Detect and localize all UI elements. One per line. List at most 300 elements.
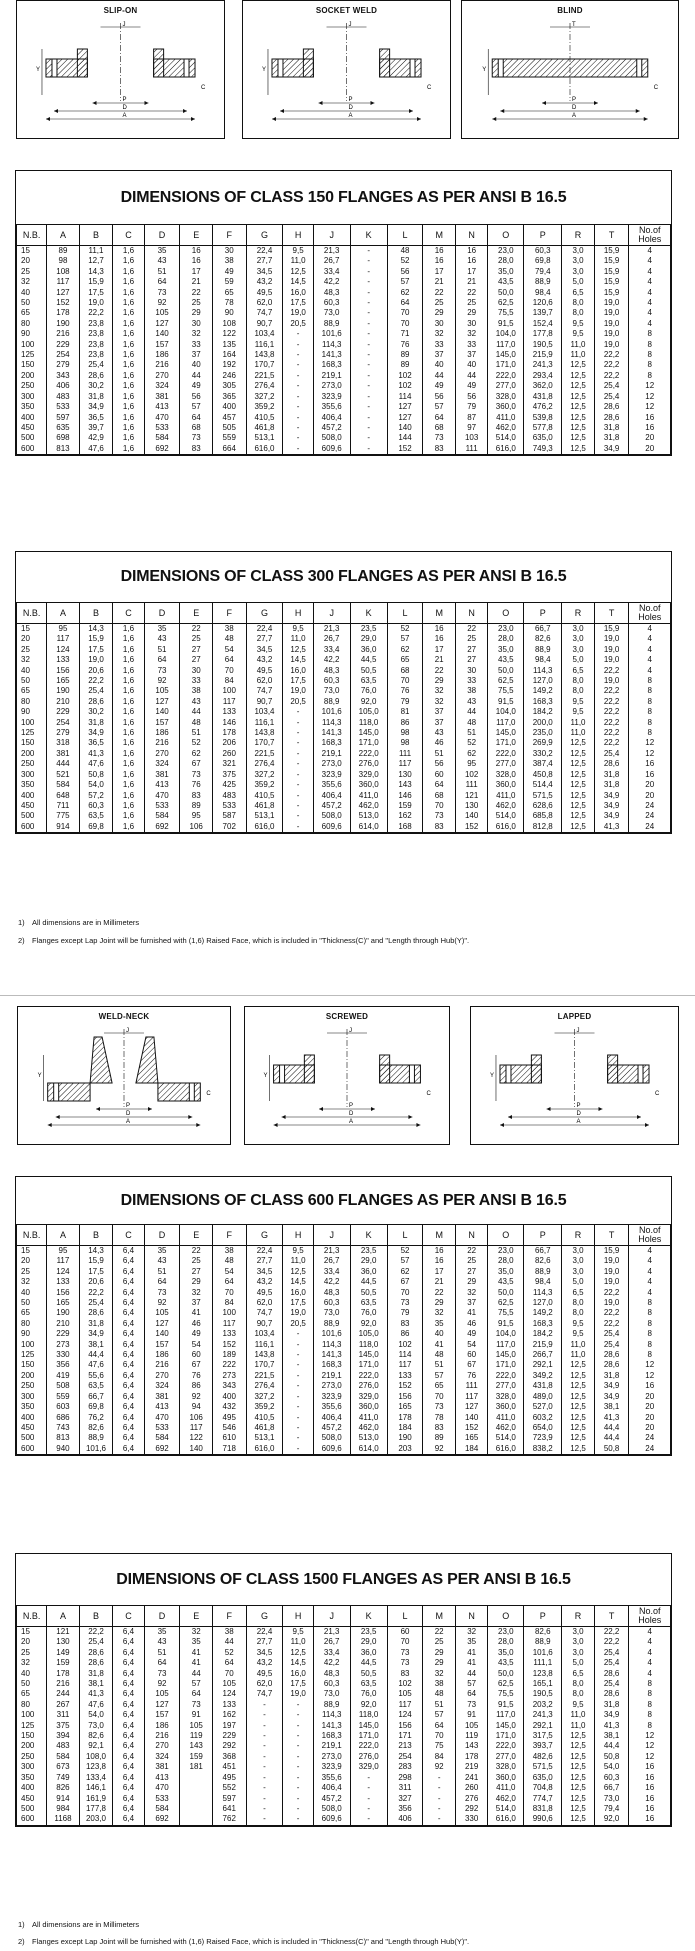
table-cell: 1,6 bbox=[113, 371, 144, 381]
table-cell: 48 bbox=[387, 246, 423, 257]
table-cell: 22,4 bbox=[246, 624, 283, 635]
table-cell: 584 bbox=[47, 780, 79, 790]
table-cell: 76 bbox=[387, 340, 423, 350]
table-cell: - bbox=[350, 1773, 387, 1783]
table-cell: 360,0 bbox=[488, 1773, 524, 1783]
table-cell: 43,5 bbox=[488, 277, 524, 287]
table-cell: 62,0 bbox=[246, 298, 283, 308]
table-cell: 470 bbox=[144, 791, 180, 801]
table-cell: 616,0 bbox=[246, 1444, 283, 1455]
table-cell: 12,5 bbox=[562, 1804, 594, 1814]
table-cell: 170,7 bbox=[246, 738, 283, 748]
table-cell: 25,4 bbox=[594, 392, 629, 402]
table-row bbox=[17, 1256, 671, 1266]
table-cell: 11,0 bbox=[562, 340, 594, 350]
table-cell: 98,4 bbox=[524, 288, 562, 298]
table-row bbox=[17, 256, 671, 266]
table-cell: 1,6 bbox=[113, 288, 144, 298]
table-cell: 4 bbox=[629, 666, 671, 676]
table-cell: 108 bbox=[47, 267, 79, 277]
table-cell: 1,6 bbox=[113, 676, 144, 686]
table-cell: 12 bbox=[629, 738, 671, 748]
table-cell: 100 bbox=[212, 686, 246, 696]
table-cell: 635,0 bbox=[524, 433, 562, 443]
table-cell: 25 bbox=[17, 645, 47, 655]
table-cell: 273,0 bbox=[313, 381, 350, 391]
table-cell: 250 bbox=[17, 1381, 47, 1391]
table-cell: - bbox=[246, 1710, 283, 1720]
table-cell: 276,4 bbox=[246, 1381, 283, 1391]
table-cell: 216 bbox=[144, 1360, 180, 1370]
table-cell: 91,5 bbox=[488, 1700, 524, 1710]
table-cell: 43 bbox=[180, 697, 212, 707]
table-cell: 28,6 bbox=[594, 1350, 629, 1360]
table-cell: 33,4 bbox=[313, 1648, 350, 1658]
table-cell: 216 bbox=[144, 738, 180, 748]
table-cell: 197 bbox=[212, 1721, 246, 1731]
table-cell: 12 bbox=[629, 749, 671, 759]
table-cell: 12,5 bbox=[562, 749, 594, 759]
table-cell: 16 bbox=[423, 256, 455, 266]
dimension-label: Y bbox=[263, 1073, 268, 1079]
table-cell: 489,0 bbox=[524, 1392, 562, 1402]
table-row bbox=[17, 1731, 671, 1741]
table-cell: 276,4 bbox=[246, 759, 283, 769]
table-cell: 16 bbox=[629, 759, 671, 769]
column-header: G bbox=[246, 1606, 283, 1627]
table-cell: 33 bbox=[455, 340, 487, 350]
table-cell: 143 bbox=[387, 780, 423, 790]
table-cell: 500 bbox=[17, 811, 47, 821]
table-cell: 19,0 bbox=[79, 298, 113, 308]
table-cell: 940 bbox=[47, 1444, 79, 1455]
table-cell: - bbox=[423, 1794, 455, 1804]
table-cell: 64 bbox=[455, 1689, 487, 1699]
table-cell: 43,2 bbox=[246, 1658, 283, 1668]
table-cell: 23,8 bbox=[79, 329, 113, 339]
table-row bbox=[17, 770, 671, 780]
table-row bbox=[17, 1360, 671, 1370]
dimension-label: C bbox=[427, 85, 432, 91]
table-cell: 500 bbox=[17, 1804, 47, 1814]
table-cell: 36,0 bbox=[350, 1267, 387, 1277]
table-cell: - bbox=[350, 1794, 387, 1804]
dimension-label: A bbox=[122, 113, 127, 119]
table-cell: 34,9 bbox=[594, 791, 629, 801]
table-cell: 406 bbox=[47, 381, 79, 391]
table-cell: 125 bbox=[17, 350, 47, 360]
table-cell: 431,8 bbox=[524, 1381, 562, 1391]
column-header: F bbox=[212, 225, 246, 246]
table-cell: 76 bbox=[455, 1371, 487, 1381]
table-cell: 235,0 bbox=[524, 728, 562, 738]
table-cell: 184,2 bbox=[524, 707, 562, 717]
table-cell: 105,0 bbox=[350, 707, 387, 717]
table-cell: - bbox=[283, 791, 313, 801]
table-cell: 22,2 bbox=[594, 728, 629, 738]
column-header: L bbox=[387, 603, 423, 624]
table-cell: 19,0 bbox=[594, 298, 629, 308]
table-cell: 8 bbox=[629, 1700, 671, 1710]
table-cell: 6,4 bbox=[113, 1741, 144, 1751]
table-cell: 144 bbox=[387, 433, 423, 443]
table-cell: 4 bbox=[629, 256, 671, 266]
table-cell: - bbox=[423, 1783, 455, 1793]
table-row bbox=[17, 624, 671, 635]
table-cell: 171,0 bbox=[488, 360, 524, 370]
table-cell: 514,0 bbox=[488, 1433, 524, 1443]
table-cell: 1168 bbox=[47, 1814, 79, 1825]
table-cell: 100 bbox=[17, 340, 47, 350]
table-cell: - bbox=[246, 1752, 283, 1762]
table-cell: 400 bbox=[17, 413, 47, 423]
table-cell: 8,0 bbox=[562, 298, 594, 308]
table-cell: 19,0 bbox=[283, 686, 313, 696]
table-cell: 40 bbox=[17, 1669, 47, 1679]
table-cell: - bbox=[283, 392, 313, 402]
table-cell: 33 bbox=[180, 340, 212, 350]
table-cell: 190 bbox=[387, 1433, 423, 1443]
table-cell: 29 bbox=[455, 308, 487, 318]
column-header: T bbox=[594, 1225, 629, 1246]
table-cell: 305 bbox=[212, 381, 246, 391]
column-header: N.B. bbox=[17, 1225, 47, 1246]
table-cell: 400 bbox=[17, 791, 47, 801]
table-cell: 25 bbox=[180, 1256, 212, 1266]
table-cell: 73,0 bbox=[79, 1721, 113, 1731]
table-cell: - bbox=[350, 256, 387, 266]
table-cell: 6,4 bbox=[113, 1637, 144, 1647]
table-cell: 103,4 bbox=[246, 707, 283, 717]
table-cell: 25 bbox=[423, 1637, 455, 1647]
table-cell: 38 bbox=[455, 686, 487, 696]
table-cell: 22,2 bbox=[594, 666, 629, 676]
table-cell: 19,0 bbox=[594, 655, 629, 665]
table-cell: 6,4 bbox=[113, 1371, 144, 1381]
column-header: L bbox=[387, 1225, 423, 1246]
table-cell: - bbox=[350, 1804, 387, 1814]
table-cell: 359,2 bbox=[246, 1402, 283, 1412]
table-cell: 15,9 bbox=[594, 624, 629, 635]
table-cell: 11,0 bbox=[562, 1350, 594, 1360]
table-cell: 508,0 bbox=[313, 811, 350, 821]
table-cell: 28,0 bbox=[488, 1256, 524, 1266]
table-cell: 6,4 bbox=[113, 1381, 144, 1391]
table-cell: 28,6 bbox=[594, 1360, 629, 1370]
table-cell: 277,0 bbox=[488, 381, 524, 391]
table-cell: 22 bbox=[423, 1288, 455, 1298]
table-cell: - bbox=[283, 1371, 313, 1381]
column-header: N bbox=[455, 225, 487, 246]
table-cell: - bbox=[246, 1762, 283, 1772]
table-cell: 32 bbox=[423, 329, 455, 339]
table-cell: 12,5 bbox=[562, 770, 594, 780]
table-cell: 37 bbox=[423, 707, 455, 717]
table-cell: 298 bbox=[387, 1773, 423, 1783]
table-cell: 73 bbox=[423, 811, 455, 821]
column-header: T bbox=[594, 225, 629, 246]
table-cell: 365 bbox=[212, 392, 246, 402]
table-cell: 222,0 bbox=[350, 1371, 387, 1381]
table-cell: 36,5 bbox=[79, 413, 113, 423]
flange-section bbox=[490, 1028, 660, 1127]
table-cell: 692 bbox=[144, 822, 180, 833]
table-cell: - bbox=[350, 288, 387, 298]
table-cell: 450 bbox=[17, 423, 47, 433]
table-cell: 133 bbox=[212, 707, 246, 717]
table-cell: 95 bbox=[47, 624, 79, 635]
table-cell: 78 bbox=[423, 1413, 455, 1423]
table-cell: 64 bbox=[144, 1658, 180, 1668]
table-cell: 90 bbox=[17, 707, 47, 717]
diagram-lapped bbox=[470, 1006, 679, 1145]
table-cell: 47,6 bbox=[79, 1700, 113, 1710]
table-cell: 62,0 bbox=[246, 1679, 283, 1689]
table-cell: 14,3 bbox=[79, 267, 113, 277]
table-cell: 222,0 bbox=[488, 1741, 524, 1751]
table-cell: - bbox=[283, 1721, 313, 1731]
column-header: No.of Holes bbox=[629, 1225, 671, 1246]
column-header: O bbox=[488, 1225, 524, 1246]
table-cell: 22,2 bbox=[79, 676, 113, 686]
table-cell: 17,5 bbox=[283, 676, 313, 686]
table-cell: 19,0 bbox=[79, 655, 113, 665]
table-cell: 32 bbox=[423, 686, 455, 696]
table-cell: 71 bbox=[387, 329, 423, 339]
weld-neck-drawing bbox=[18, 1025, 230, 1143]
table-cell: 66,7 bbox=[524, 1246, 562, 1257]
table-cell: 8,0 bbox=[562, 308, 594, 318]
table-cell: 495 bbox=[212, 1413, 246, 1423]
table-cell: - bbox=[283, 1423, 313, 1433]
table-cell: 6,4 bbox=[113, 1392, 144, 1402]
table-cell: 221,5 bbox=[246, 371, 283, 381]
table-cell: 29 bbox=[423, 308, 455, 318]
table-cell: 83 bbox=[180, 791, 212, 801]
table-cell: 57 bbox=[387, 634, 423, 644]
table-cell: 254 bbox=[47, 718, 79, 728]
column-header: R bbox=[562, 1225, 594, 1246]
table-cell: 14,5 bbox=[283, 277, 313, 287]
table-cell: 22 bbox=[180, 1246, 212, 1257]
table-cell: 62,0 bbox=[246, 676, 283, 686]
table-cell: 168,3 bbox=[313, 360, 350, 370]
table-cell: 1,6 bbox=[113, 645, 144, 655]
table-cell: 267 bbox=[47, 1700, 79, 1710]
table-cell: 27,7 bbox=[246, 256, 283, 266]
table-cell: 51 bbox=[423, 1700, 455, 1710]
table-row bbox=[17, 1794, 671, 1804]
table-cell: 3,0 bbox=[562, 1637, 594, 1647]
table-row bbox=[17, 1700, 671, 1710]
table-cell: 8 bbox=[629, 1298, 671, 1308]
table-cell: - bbox=[423, 1814, 455, 1825]
table-cell: 12,5 bbox=[562, 1814, 594, 1825]
table-cell: 62 bbox=[455, 749, 487, 759]
table-cell: 16 bbox=[180, 256, 212, 266]
table-cell: 20,5 bbox=[283, 1319, 313, 1329]
table-cell: 6,4 bbox=[113, 1658, 144, 1668]
table-cell: 222 bbox=[212, 1360, 246, 1370]
table-cell: 19,0 bbox=[594, 1267, 629, 1277]
table-cell: 327,2 bbox=[246, 770, 283, 780]
table-cell: - bbox=[283, 1762, 313, 1772]
table-cell: 22,2 bbox=[594, 697, 629, 707]
table-cell: 111 bbox=[387, 749, 423, 759]
table-cell: 140 bbox=[455, 1413, 487, 1423]
table-cell: 6,4 bbox=[113, 1689, 144, 1699]
table-cell: 20 bbox=[629, 433, 671, 443]
table-cell: 29,0 bbox=[350, 1637, 387, 1647]
table-cell: 718 bbox=[212, 1444, 246, 1455]
dimension-label: Y bbox=[482, 67, 487, 73]
table-cell: 32 bbox=[180, 1288, 212, 1298]
table-cell: 145,0 bbox=[488, 728, 524, 738]
table-cell: 9,5 bbox=[562, 1700, 594, 1710]
table-cell: 178 bbox=[47, 308, 79, 318]
table-cell: 51 bbox=[144, 1648, 180, 1658]
table-cell: 15,9 bbox=[594, 277, 629, 287]
table-cell: 97 bbox=[455, 423, 487, 433]
table-cell: - bbox=[350, 298, 387, 308]
table-cell: 130 bbox=[387, 770, 423, 780]
column-header: L bbox=[387, 1606, 423, 1627]
table-cell: - bbox=[283, 801, 313, 811]
table-cell: 32 bbox=[423, 1669, 455, 1679]
table-cell: 42,2 bbox=[313, 1277, 350, 1287]
table-cell: - bbox=[246, 1773, 283, 1783]
table-cell: 328,0 bbox=[488, 1762, 524, 1772]
table-cell: 49 bbox=[212, 267, 246, 277]
table-cell: - bbox=[350, 329, 387, 339]
table-cell: 12 bbox=[629, 392, 671, 402]
table-cell: 22 bbox=[455, 1246, 487, 1257]
column-header: No.of Holes bbox=[629, 1606, 671, 1627]
table-cell: 28,6 bbox=[594, 759, 629, 769]
table-cell: 11,0 bbox=[562, 728, 594, 738]
column-header: B bbox=[79, 225, 113, 246]
table-cell: 571,5 bbox=[524, 1762, 562, 1772]
table-cell: 25,4 bbox=[594, 381, 629, 391]
table-cell: 6,4 bbox=[113, 1762, 144, 1772]
table-cell: 117 bbox=[387, 1360, 423, 1370]
table-cell: 5,0 bbox=[562, 277, 594, 287]
table-cell: 79,4 bbox=[524, 267, 562, 277]
table-cell: 49,5 bbox=[246, 288, 283, 298]
table-cell bbox=[180, 1804, 212, 1814]
table-cell: 15,9 bbox=[594, 256, 629, 266]
table-cell: 117 bbox=[212, 697, 246, 707]
table-cell: 89 bbox=[387, 360, 423, 370]
table-cell: 35 bbox=[180, 1637, 212, 1647]
table-row bbox=[17, 1381, 671, 1391]
table-cell: 40 bbox=[17, 288, 47, 298]
table-cell: 9,5 bbox=[562, 697, 594, 707]
table-cell: 350 bbox=[17, 402, 47, 412]
column-header: D bbox=[144, 1606, 180, 1627]
table-cell: 127 bbox=[144, 319, 180, 329]
table-cell: 241,3 bbox=[524, 1710, 562, 1720]
table-cell: 178 bbox=[455, 1752, 487, 1762]
table-cell: 222,0 bbox=[350, 749, 387, 759]
table-cell: 270 bbox=[144, 749, 180, 759]
table-cell: 914 bbox=[47, 1794, 79, 1804]
table-cell: 117 bbox=[387, 759, 423, 769]
table-cell: 27 bbox=[180, 645, 212, 655]
table-cell: 62,5 bbox=[488, 676, 524, 686]
table-cell: 12,5 bbox=[283, 267, 313, 277]
table-cell: 28,0 bbox=[488, 634, 524, 644]
table-cell: 20 bbox=[17, 256, 47, 266]
table-cell: 50,8 bbox=[79, 770, 113, 780]
table-cell: 43 bbox=[144, 1637, 180, 1647]
table-cell: 74,7 bbox=[246, 1308, 283, 1318]
dimension-label: Y bbox=[35, 67, 40, 73]
table-cell: 444 bbox=[47, 759, 79, 769]
table-cell: 140 bbox=[144, 1329, 180, 1339]
table-cell: 34,9 bbox=[594, 801, 629, 811]
table-cell: 6,4 bbox=[113, 1298, 144, 1308]
table-cell: 483 bbox=[212, 791, 246, 801]
table-cell: 30,2 bbox=[79, 381, 113, 391]
table-cell: 16 bbox=[629, 1783, 671, 1793]
table-cell: 8 bbox=[629, 1679, 671, 1689]
column-header: C bbox=[113, 1606, 144, 1627]
table-cell: 539,8 bbox=[524, 413, 562, 423]
table-cell: 451 bbox=[212, 1762, 246, 1772]
table-cell: 98,4 bbox=[524, 655, 562, 665]
table-cell: 76,0 bbox=[350, 686, 387, 696]
table-cell: 17 bbox=[455, 267, 487, 277]
table-cell: 41 bbox=[455, 1308, 487, 1318]
table-cell: 41,3 bbox=[79, 749, 113, 759]
table-cell: 44 bbox=[180, 707, 212, 717]
table-cell: 614,0 bbox=[350, 1444, 387, 1455]
table-cell: 37 bbox=[455, 1298, 487, 1308]
table-cell: 50,0 bbox=[488, 288, 524, 298]
table-cell: 125 bbox=[17, 1350, 47, 1360]
column-header: E bbox=[180, 225, 212, 246]
table-cell: - bbox=[283, 1731, 313, 1741]
table-cell: 105 bbox=[144, 686, 180, 696]
table-cell: 108 bbox=[212, 319, 246, 329]
table-cell: 84 bbox=[212, 1298, 246, 1308]
table-cell: 64 bbox=[423, 413, 455, 423]
table-cell: 1,6 bbox=[113, 666, 144, 676]
table-cell: 559 bbox=[212, 433, 246, 443]
table-cell: 8,0 bbox=[562, 1298, 594, 1308]
table-cell: 127 bbox=[387, 402, 423, 412]
table-cell: 8 bbox=[629, 707, 671, 717]
column-header: H bbox=[283, 603, 313, 624]
table-cell: 685,8 bbox=[524, 811, 562, 821]
table-cell: 450,8 bbox=[524, 770, 562, 780]
table-row bbox=[17, 634, 671, 644]
table-cell: 117 bbox=[47, 634, 79, 644]
table-cell: 89 bbox=[423, 1433, 455, 1443]
table-cell: 16 bbox=[423, 246, 455, 257]
table-cell: 117 bbox=[455, 1392, 487, 1402]
table-cell: 9,5 bbox=[562, 1329, 594, 1339]
table-cell: 34,9 bbox=[594, 811, 629, 821]
column-header: B bbox=[79, 603, 113, 624]
table-cell: 11,0 bbox=[283, 1637, 313, 1647]
dimension-label: Y bbox=[489, 1073, 494, 1079]
table-cell: 584 bbox=[144, 433, 180, 443]
table-cell: 12 bbox=[629, 1731, 671, 1741]
table-cell: 41 bbox=[423, 1340, 455, 1350]
table-cell: 68 bbox=[180, 423, 212, 433]
